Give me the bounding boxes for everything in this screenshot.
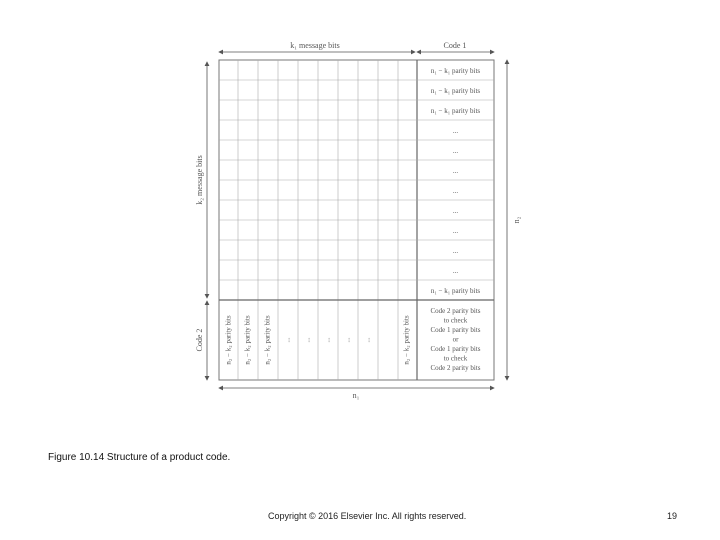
k2-message-bits-label: k₂ message bits	[195, 155, 204, 205]
code2-parity-column-label-9: n₂ − k₂ parity bits	[402, 315, 411, 365]
code2-parity-columns	[225, 315, 411, 365]
check-line-7: Code 2 parity bits	[430, 364, 481, 372]
n2-label: n₂	[512, 216, 521, 224]
code1-parity-row-label-11: ...	[452, 267, 459, 275]
check-line-4: or	[452, 335, 459, 344]
check-line-3: Code 1 parity bits	[430, 326, 481, 334]
code2-parity-column-label-8: ...	[363, 337, 372, 343]
page-number: 19	[667, 511, 678, 521]
code1-parity-row-label-7: ...	[452, 187, 459, 195]
code2-parity-column-label-7: ...	[343, 337, 352, 343]
code1-parity-rows	[431, 67, 481, 295]
code2-parity-column-label-6: ...	[323, 337, 332, 343]
k1-message-bits-label: k₁ message bits	[290, 41, 340, 50]
code1-parity-row-label-4: ...	[452, 127, 459, 135]
figure-number: Figure 10.14	[48, 452, 105, 463]
check-line-1: Code 2 parity bits	[430, 307, 481, 315]
code2-parity-column-label-3: n₂ − k₂ parity bits	[263, 315, 272, 365]
code1-parity-row-label-5: ...	[452, 147, 459, 155]
figure-caption-text: Structure of a product code.	[104, 452, 231, 463]
code2-label: Code 2	[195, 328, 204, 352]
checks-on-checks-block	[431, 307, 481, 372]
code2-parity-column-label-2: n₂ − k₂ parity bits	[243, 315, 252, 365]
code1-parity-row-label-9: ...	[452, 227, 459, 235]
code1-parity-row-label-8: ...	[452, 207, 459, 215]
code1-parity-row-label-12: n₁ − k₁ parity bits	[430, 287, 481, 295]
n1-label: n₁	[352, 391, 360, 400]
code2-parity-column-label-5: ...	[303, 337, 312, 343]
code1-parity-row-label-3: n₁ − k₁ parity bits	[430, 107, 481, 115]
code1-parity-row-label-10: ...	[452, 247, 459, 255]
code1-label: Code 1	[443, 41, 467, 50]
check-line-2: to check	[443, 316, 468, 325]
code2-parity-column-label-4: ...	[283, 337, 292, 343]
code1-parity-row-label-1: n₁ − k₁ parity bits	[430, 67, 481, 75]
copyright-notice: Copyright © 2016 Elsevier Inc. All rights reserved.	[268, 511, 467, 521]
check-line-5: Code 1 parity bits	[430, 345, 481, 353]
code2-parity-column-label-1: n₂ − k₂ parity bits	[224, 315, 233, 365]
check-line-6: to check	[443, 354, 468, 363]
figure-caption	[48, 452, 230, 463]
code1-parity-row-label-6: ...	[452, 167, 459, 175]
code1-parity-row-label-2: n₁ − k₁ parity bits	[430, 87, 481, 95]
